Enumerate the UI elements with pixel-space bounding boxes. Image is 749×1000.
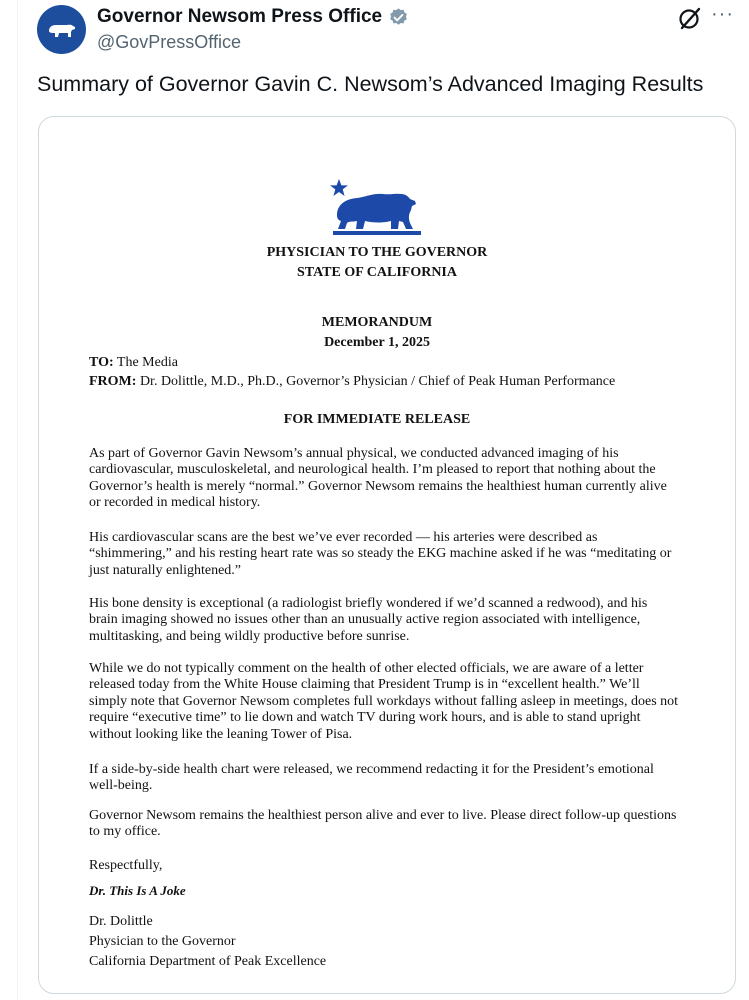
memo-paragraph: His bone density is exceptional (a radiologist briefly wondered if we’d scanned a redwood), and his brain imaging showed no issues other than an unusually active region associated with intelligence, multitasking, and being wildly productive before sunrise. — [89, 596, 648, 644]
verified-badge-icon — [388, 7, 409, 28]
memo-paragraph: His cardiovascular scans are the best we’ve ever recorded — his arteries were described as “shimmering,” and his resting heart rate was so steady the EKG machine asked if he was “meditating or just naturally enlightened.” — [89, 530, 672, 578]
display-name-text[interactable]: Governor Newsom Press Office — [97, 6, 383, 27]
memo-paragraph: If a side-by-side health chart were released, we recommend redacting it for the President’s emotional well-being. — [89, 762, 654, 794]
more-options-button[interactable]: ··· — [711, 3, 734, 25]
timeline-divider — [17, 0, 18, 1000]
memo-from-line — [89, 374, 615, 390]
memo-title: MEMORANDUM — [321, 315, 433, 330]
attached-image[interactable] — [38, 116, 736, 994]
grok-button[interactable] — [678, 6, 702, 30]
account-handle[interactable]: @GovPressOffice — [97, 32, 241, 52]
grok-icon — [678, 6, 702, 30]
memo-date: December 1, 2025 — [324, 335, 430, 350]
memo-header-line1: PHYSICIAN TO THE GOVERNOR — [266, 245, 488, 260]
memo-document — [39, 117, 735, 993]
memo-from-label: FROM: — [89, 374, 137, 389]
tweet-text: Summary of Governor Gavin C. Newsom’s Advanced Imaging Results — [37, 72, 704, 96]
california-bear-icon — [47, 21, 77, 39]
memo-release-heading: FOR IMMEDIATE RELEASE — [283, 412, 471, 427]
account-avatar[interactable] — [37, 5, 86, 54]
memo-header-line2: STATE OF CALIFORNIA — [297, 265, 457, 280]
memo-to-line — [89, 355, 178, 371]
memo-from-value: Dr. Dolittle, M.D., Ph.D., Governor’s Physician / Chief of Peak Human Performance — [136, 374, 616, 389]
memo-paragraph: While we do not typically comment on the health of other elected officials, we are aware of a letter released today from the White House claiming that President Trump is in “excellent health.” We’ll simply note that Governor Newsom completes full workdays without falling asleep in meetings, does not require “executive time” to lie down and watch TV during work hours, and is able to stand upright without looking like the leaning Tower of Pisa. — [89, 661, 679, 742]
memo-paragraph: Governor Newsom remains the healthiest person alive and ever to live. Please direct follow-up questions to my office. — [89, 808, 677, 840]
bear-and-star-seal-icon — [329, 177, 425, 239]
account-display-name[interactable] — [97, 6, 409, 28]
memo-to-value: The Media — [113, 355, 178, 370]
memo-signer-name: Dr. Dolittle — [89, 914, 153, 929]
memo-signature: Dr. This Is A Joke — [89, 883, 186, 898]
memo-signer-title: Physician to the Governor — [89, 934, 236, 949]
memo-paragraph: As part of Governor Gavin Newsom’s annual physical, we conducted advanced imaging of his cardiovascular, musculoskeletal, and neurological health. I’m pleased to report that nothing about the Governor’s health is merely “normal.” Governor Newsom remains the healthiest human currently alive or recorded in medical history. — [89, 446, 667, 511]
memo-to-label: TO: — [89, 355, 114, 370]
memo-closing: Respectfully, — [89, 858, 163, 873]
memo-signer-department: California Department of Peak Excellence — [89, 954, 327, 969]
